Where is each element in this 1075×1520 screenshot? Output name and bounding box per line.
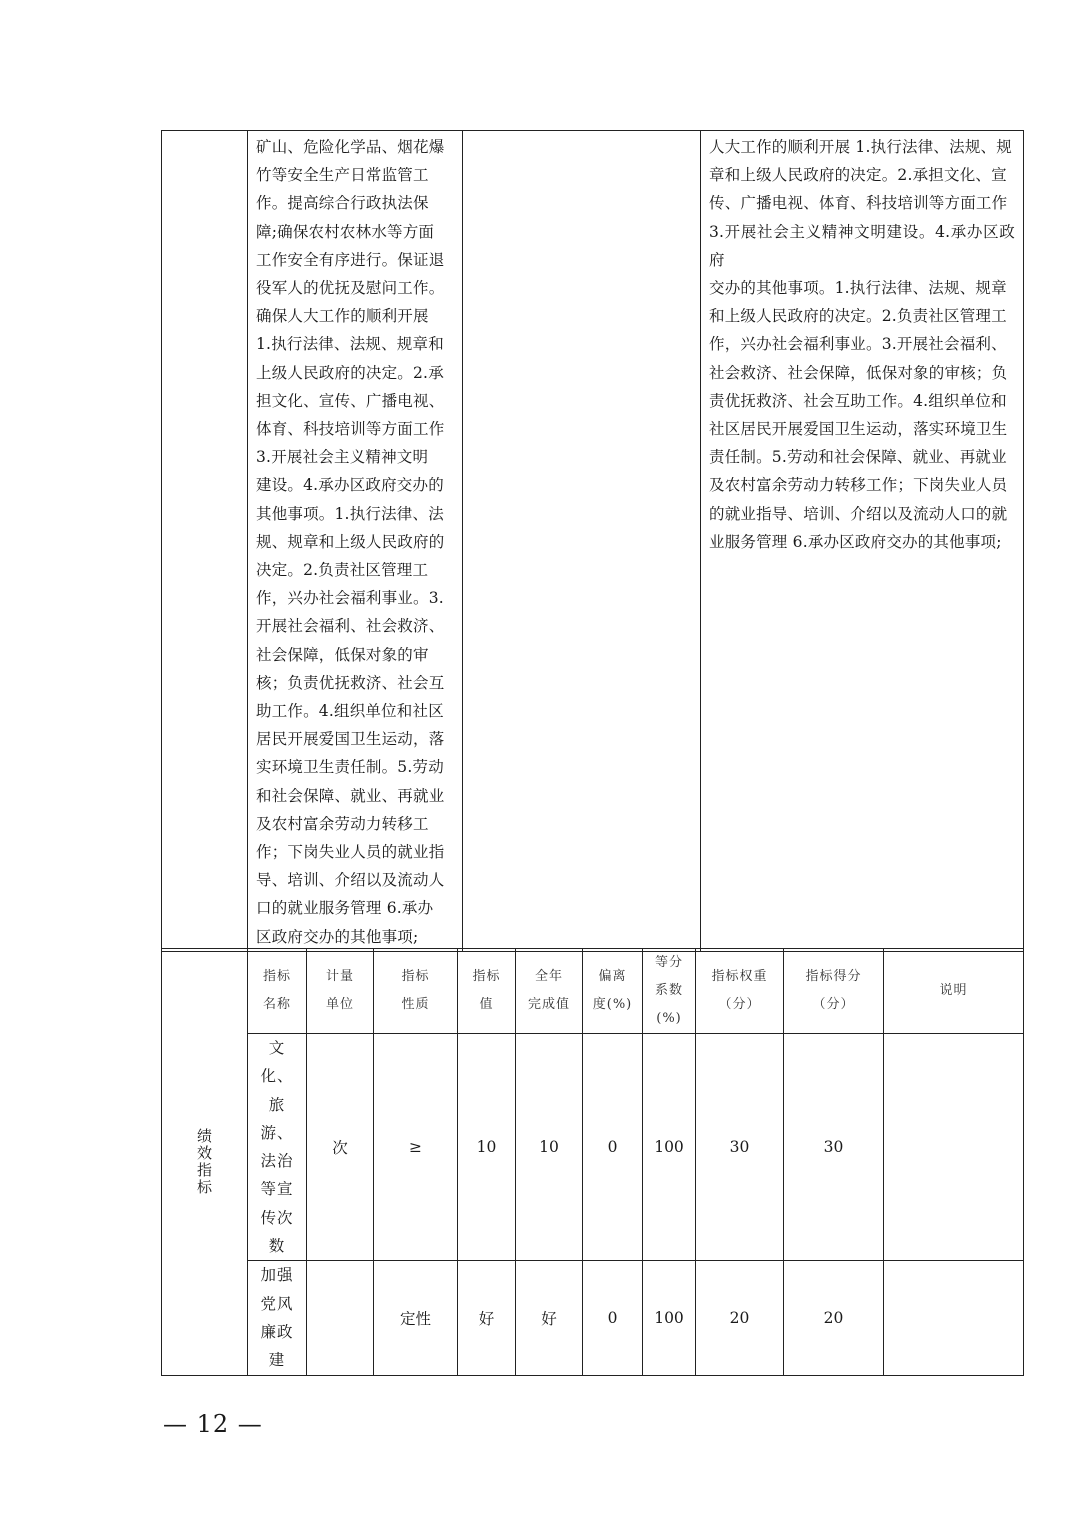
nature: ≥	[374, 1034, 458, 1261]
table-row	[162, 1261, 1024, 1375]
indicator-name: 加强 党风 廉政 建	[248, 1261, 307, 1375]
score: 20	[784, 1261, 884, 1375]
header-nature: 指标 性质	[374, 949, 458, 1034]
performance-indicators-table	[161, 948, 1024, 1376]
deviation: 0	[583, 1261, 643, 1375]
header-target-value: 指标 值	[458, 949, 516, 1034]
note	[884, 1261, 1024, 1375]
unit	[307, 1261, 374, 1375]
annual-completion: 好	[516, 1261, 583, 1375]
header-row	[162, 949, 1024, 1034]
note	[884, 1034, 1024, 1261]
empty-cell	[463, 131, 701, 952]
target-text: 矿山、危险化学品、烟花爆 竹等安全生产日常监管工 作。提高综合行政执法保 障;确保农村农林水等方面 工作安全有序进行。保证退 役军人的优抚及慰问工作。 确保人大工作的顺利开展 1.执行法律、法规、规章和 上级人民政府的决定。2.承 担文化、宣传、广播电视、 体育、科技培训等方面工作 3.开展社会主义精神文明 建设。4.承办区政府交办的 其他事项。1.执行法律、法 规、规章和上级人民政府的 决定。2.负责社区管理工 作，兴办社会福利事业。3. 开展社会福利、社会救济、 社会保障，低保对象的审 核；负责优抚救济、社会互 助工作。4.组织单位和社区 居民开展爱国卫生运动，落 实环境卫生责任制。5.劳动 和社会保障、就业、再就业 及农村富余劳动力转移工 作；下岗失业人员的就业指 导、培训、介绍以及流动人 口的就业服务管理 6.承办 区政府交办的其他事项;	[256, 138, 445, 946]
annual-completion: 10	[516, 1034, 583, 1261]
indicator-name: 文 化、 旅 游、 法治 等宣 传次 数	[248, 1034, 307, 1261]
header-annual-completion: 全年 完成值	[516, 949, 583, 1034]
section-label-cell	[162, 949, 248, 1376]
weight: 20	[696, 1261, 784, 1375]
responsibilities-row	[162, 131, 1024, 952]
header-indicator-name: 指标 名称	[248, 949, 307, 1034]
target-text-cell	[248, 131, 463, 952]
completion-text-cell	[701, 131, 1024, 952]
unit: 次	[307, 1034, 374, 1261]
deviation: 0	[583, 1034, 643, 1261]
header-weight: 指标权重 （分）	[696, 949, 784, 1034]
coefficient: 100	[643, 1261, 696, 1375]
header-coefficient: 等分 系数 (%)	[643, 949, 696, 1034]
page-number: — 12 —	[163, 1410, 263, 1438]
target-value: 10	[458, 1034, 516, 1261]
section-label: 绩效指标	[196, 1126, 212, 1196]
header-note: 说明	[884, 949, 1024, 1034]
label-cell-empty	[162, 131, 248, 952]
table-row	[162, 1034, 1024, 1261]
header-deviation: 偏离 度(%)	[583, 949, 643, 1034]
responsibilities-table	[161, 130, 1024, 952]
header-score: 指标得分 （分）	[784, 949, 884, 1034]
header-unit: 计量 单位	[307, 949, 374, 1034]
target-value: 好	[458, 1261, 516, 1375]
nature: 定性	[374, 1261, 458, 1375]
coefficient: 100	[643, 1034, 696, 1261]
weight: 30	[696, 1034, 784, 1261]
completion-text: 人大工作的顺利开展 1.执行法律、法规、规 章和上级人民政府的决定。2.承担文化、宣 传、广播电视、体育、科技培训等方面工作 3.开展社会主义精神文明建设。4.承办区政府 交办的其他事项。1.执行法律、法规、规章 和上级人民政府的决定。2.负责社区管理工 作，兴办社会福利事业。3.开展社会福利、 社会救济、社会保障，低保对象的审核；负 责优抚救济、社会互助工作。4.组织单位和 社区居民开展爱国卫生运动，落实环境卫生 责任制。5.劳动和社会保障、就业、再就业 及农村富余劳动力转移工作；下岗失业人员 的就业指导、培训、介绍以及流动人口的就 业服务管理 6.承办区政府交办的其他事项;	[709, 138, 1015, 551]
score: 30	[784, 1034, 884, 1261]
